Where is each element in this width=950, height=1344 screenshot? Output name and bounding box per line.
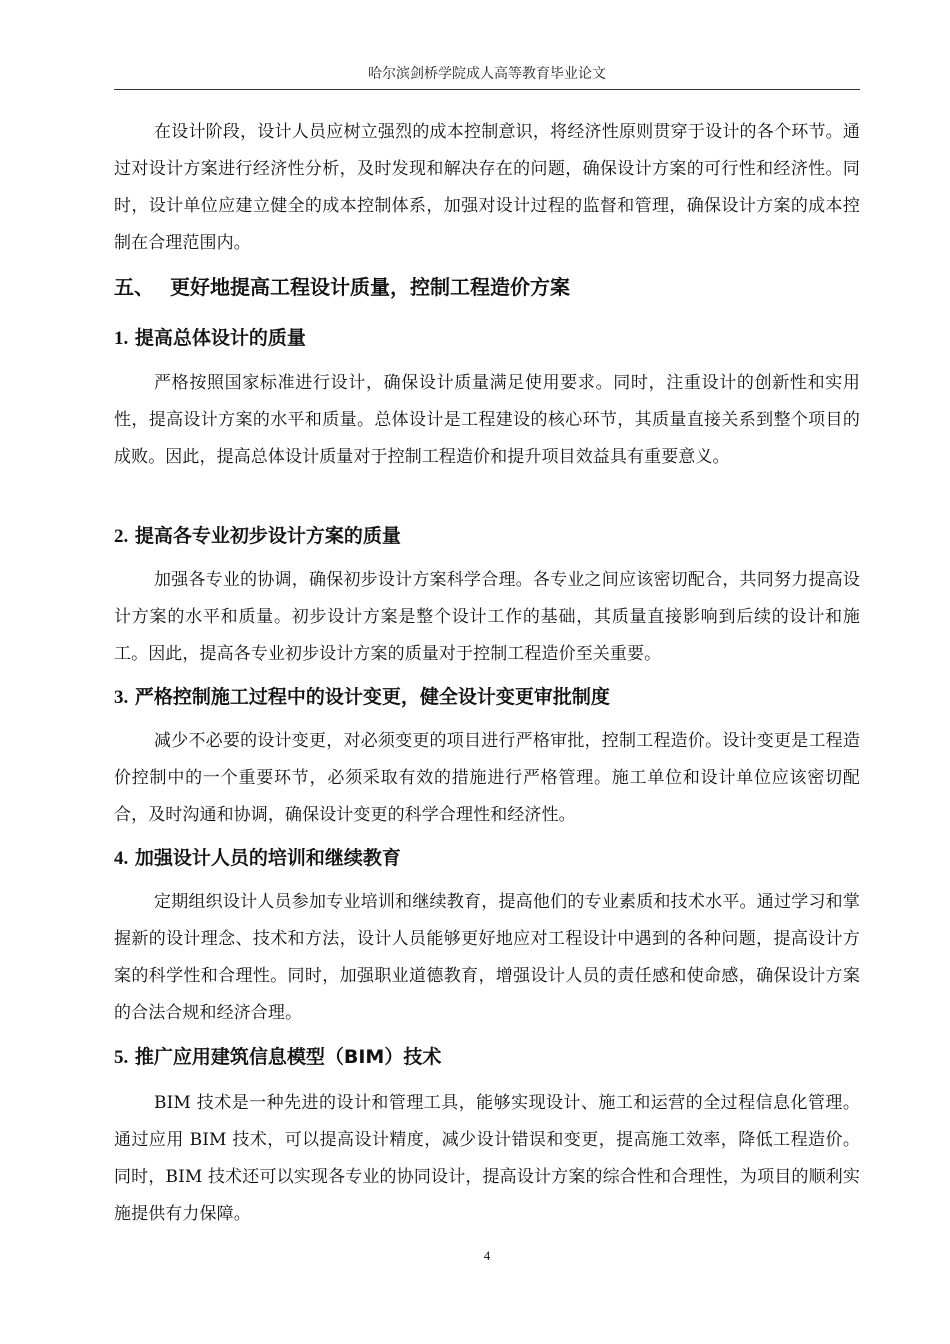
- subsection-title: 推广应用建筑信息模型（BIM）技术: [134, 1046, 442, 1068]
- page-number: 4: [483, 1248, 491, 1263]
- subsection-title: 严格控制施工过程中的设计变更，健全设计变更审批制度: [134, 686, 610, 708]
- section-number: 五、: [114, 275, 154, 299]
- running-header: 哈尔滨剑桥学院成人高等教育毕业论文: [368, 66, 606, 82]
- subsection-body: 加强各专业的协调，确保初步设计方案科学合理。各专业之间应该密切配合，共同努力提高设计方案的水平和质量。初步设计方案是整个设计工作的基础，其质量直接影响到后续的设计和施工。因此，提高各专业初步设计方案的质量对于控制工程造价至关重要。: [114, 570, 860, 664]
- header-rule: [114, 89, 860, 90]
- subsection-heading: [114, 323, 860, 354]
- subsection-heading: [114, 843, 860, 874]
- subsection-title: 提高总体设计的质量: [134, 327, 306, 349]
- intro-paragraph: 在设计阶段，设计人员应树立强烈的成本控制意识，将经济性原则贯穿于设计的各个环节。通过对设计方案进行经济性分析，及时发现和解决存在的问题，确保设计方案的可行性和经济性。同时，设计单位应建立健全的成本控制体系，加强对设计过程的监督和管理，确保设计方案的成本控制在合理范围内。: [114, 122, 860, 253]
- subsection-heading: [114, 1042, 860, 1073]
- subsection-title: 提高各专业初步设计方案的质量: [134, 525, 401, 547]
- subsection-number: 2.: [114, 526, 129, 547]
- subsection-heading: [114, 521, 860, 552]
- subsection-number: 3.: [114, 687, 129, 708]
- subsection-number: 4.: [114, 848, 129, 869]
- subsection-title: 加强设计人员的培训和继续教育: [134, 847, 401, 869]
- section-title: 更好地提高工程设计质量，控制工程造价方案: [170, 275, 570, 299]
- subsection-body: 减少不必要的设计变更，对必须变更的项目进行严格审批，控制工程造价。设计变更是工程造价控制中的一个重要环节，必须采取有效的措施进行严格管理。施工单位和设计单位应该密切配合，及时沟通和协调，确保设计变更的科学合理性和经济性。: [114, 731, 860, 825]
- subsection-body: BIM 技术是一种先进的设计和管理工具，能够实现设计、施工和运营的全过程信息化管理。通过应用 BIM 技术，可以提高设计精度，减少设计错误和变更，提高施工效率，降低工程造价。同时，BIM 技术还可以实现各专业的协同设计，提高设计方案的综合性和合理性，为项目的顺利实施提供有力保障。: [114, 1093, 860, 1224]
- subsection-number: 1.: [114, 328, 129, 349]
- subsection-number: 5.: [114, 1047, 129, 1068]
- subsection-body: 定期组织设计人员参加专业培训和继续教育，提高他们的专业素质和技术水平。通过学习和掌握新的设计理念、技术和方法，设计人员能够更好地应对工程设计中遇到的各种问题，提高设计方案的科学性和合理性。同时，加强职业道德教育，增强设计人员的责任感和使命感，确保设计方案的合法合规和经济合理。: [114, 892, 860, 1023]
- subsection-heading: [114, 682, 860, 713]
- section-heading: [114, 272, 860, 302]
- subsection-body: 严格按照国家标准进行设计，确保设计质量满足使用要求。同时，注重设计的创新性和实用性，提高设计方案的水平和质量。总体设计是工程建设的核心环节，其质量直接关系到整个项目的成败。因此，提高总体设计质量对于控制工程造价和提升项目效益具有重要意义。: [114, 373, 860, 467]
